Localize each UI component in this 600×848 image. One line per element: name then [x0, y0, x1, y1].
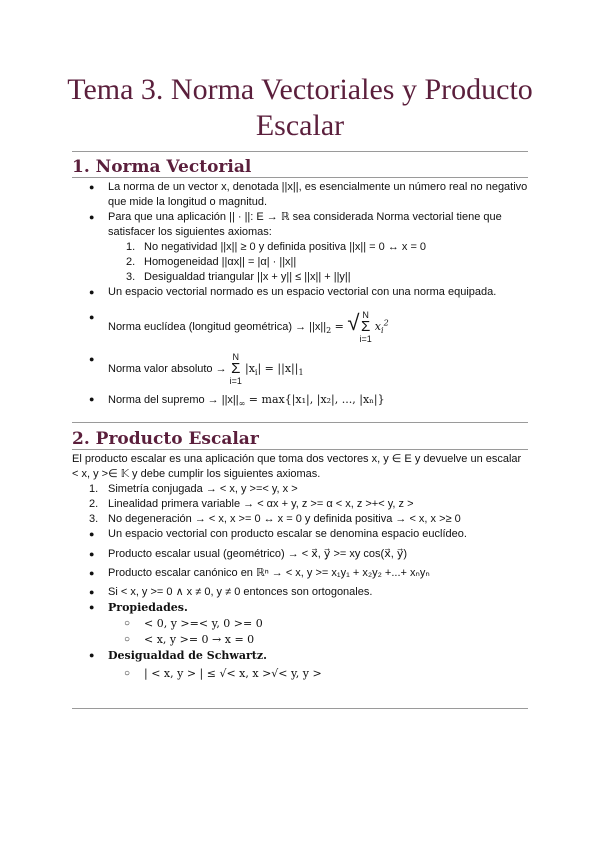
section-producto-body [72, 452, 530, 682]
list-item: 2. Homogeneidad ||αx|| = |α| · ||x|| [126, 256, 297, 268]
bullet-icon: ● [89, 312, 95, 322]
bullet-icon: ● [89, 602, 95, 612]
bullet-icon: ● [89, 568, 95, 578]
list-item: ● Norma euclídea (longitud geométrica) → $||x||_2$ = √ N Σ i=1 $x_i^2$ [89, 309, 389, 344]
bullet-icon: ● [89, 650, 95, 660]
list-item: ○ < 0, y >=< y, 0 >= 0 [124, 617, 263, 630]
list-item: ● La norma de un vector x, denotada ||x||, es esencialmente un número real no negativo que mide la longitud o magnitud. [89, 181, 528, 208]
section-heading-norma: 1. Norma Vectorial [72, 157, 252, 177]
list-item: 1. Simetría conjugada → < x, y >=< y, x > [89, 483, 298, 495]
divider [72, 151, 528, 152]
bullet-icon: ● [89, 182, 95, 192]
list-item: ● Desigualdad de Schwartz. [89, 649, 267, 662]
euclidean-formula: √ N Σ i=1 $x_i^2$ [347, 309, 389, 344]
list-item: 1. No negatividad ||x|| ≥ 0 y definida positiva ||x|| = 0 ↔ x = 0 [126, 241, 427, 253]
circle-bullet-icon: ○ [124, 668, 131, 679]
divider [72, 177, 528, 178]
list-item: ● Un espacio vectorial normado es un espacio vectorial con una norma equipada. [89, 286, 497, 298]
divider [72, 708, 528, 709]
bullet-icon: ● [89, 587, 95, 597]
bullet-icon: ● [89, 287, 95, 297]
intro-paragraph: El producto escalar es una aplicación que toma dos vectores x, y ∈ E y devuelve un escalar < x, y >∈ 𝕂 y debe cumplir los siguientes axiomas. [72, 453, 522, 480]
list-item: ● Producto escalar canónico en ℝⁿ → < x, y >= x₁y₁ + x₂y₂ +...+ xₙyₙ [89, 567, 430, 579]
list-item: ● Norma valor absoluto → N Σ i=1 $|x_i| = ||x||_1$ [89, 352, 304, 386]
list-item: ○ | < x, y > | ≤ √< x, x >√< y, y > [124, 667, 322, 680]
divider [72, 422, 528, 423]
list-item: ● Un espacio vectorial con producto escalar se denomina espacio euclídeo. [89, 528, 467, 540]
list-item: ● Propiedades. [89, 601, 188, 614]
bullet-icon: ● [89, 212, 95, 222]
section-norma-body [72, 180, 530, 411]
bullet-icon: ● [89, 549, 95, 559]
list-item: ● Para que una aplicación || · ||: E → ℝ sea considerada Norma vectorial tiene que satisfacer los siguientes axiomas: [89, 211, 502, 238]
circle-bullet-icon: ○ [124, 634, 131, 645]
bullet-icon: ● [89, 529, 95, 539]
section-heading-producto: 2. Producto Escalar [72, 429, 259, 449]
divider [72, 449, 528, 450]
list-item: 3. No degeneración → < x, x >= 0 ↔ x = 0 y definida positiva → < x, x >≥ 0 [89, 513, 461, 525]
list-item: ● Producto escalar usual (geométrico) → < x⃗, y⃗ >= xy cos(x⃗, y⃗) [89, 548, 408, 560]
bullet-icon: ● [89, 394, 95, 404]
page-title: Tema 3. Norma Vectoriales y Producto Escalar [67, 73, 533, 142]
bullet-icon: ● [89, 354, 95, 364]
list-item: 3. Desigualdad triangular ||x + y|| ≤ ||x|| + ||y|| [126, 271, 351, 283]
circle-bullet-icon: ○ [124, 618, 131, 629]
list-item: ● Si < x, y >= 0 ∧ x ≠ 0, y ≠ 0 entonces son ortogonales. [89, 586, 373, 598]
list-item: ● Norma del supremo → $||x||_\infty = \max\{|x_1|$, |x₂|, ..., |xₙ|} [89, 393, 385, 409]
list-item: 2. Linealidad primera variable → < αx + y, z >= α < x, z >+< y, z > [89, 498, 414, 510]
list-item: ○ < x, y >= 0 → x = 0 [124, 633, 255, 646]
